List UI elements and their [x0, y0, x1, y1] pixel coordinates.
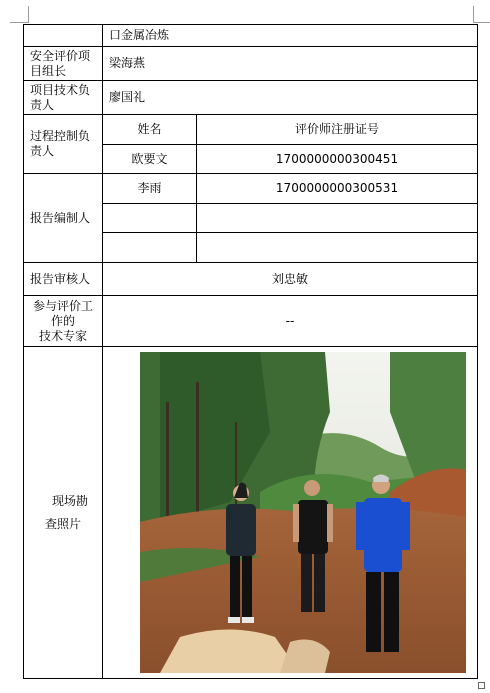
team-leader-value: 梁海燕	[103, 47, 478, 81]
table-row	[24, 115, 478, 145]
name-column-header: 姓名	[103, 115, 197, 145]
table-row	[24, 263, 478, 296]
tech-experts-value: --	[103, 296, 478, 347]
report-author-name	[103, 233, 197, 263]
site-photo-label: 现场勘 查照片	[24, 347, 103, 679]
crop-mark-top-left-h	[10, 22, 29, 23]
tech-lead-value: 廖国礼	[103, 81, 478, 115]
site-photo-cell	[103, 347, 478, 679]
process-control-label: 过程控制负责人	[24, 115, 103, 174]
report-author-cert	[197, 204, 478, 233]
process-control-cert: 1700000000300451	[197, 145, 478, 174]
table-row	[24, 174, 478, 204]
evaluation-personnel-table	[23, 24, 478, 679]
table-row	[24, 296, 478, 347]
table-row	[24, 47, 478, 81]
crop-mark-top-right-h	[473, 22, 490, 23]
reviewer-value: 刘忠敏	[103, 263, 478, 296]
reviewer-label: 报告审核人	[24, 263, 103, 296]
process-control-name: 欧要文	[103, 145, 197, 174]
industry-checkbox-metallurgy: 口金属冶炼	[103, 25, 478, 47]
crop-mark-top-left-v	[28, 6, 29, 23]
report-author-name: 李雨	[103, 174, 197, 204]
report-author-cert	[197, 233, 478, 263]
table-row	[24, 347, 478, 679]
cert-column-header: 评价师注册证号	[197, 115, 478, 145]
team-leader-label: 安全评价项目组长	[24, 47, 103, 81]
report-author-name	[103, 204, 197, 233]
report-author-cert: 1700000000300531	[197, 174, 478, 204]
table-row	[24, 81, 478, 115]
tech-experts-label: 参与评价工 作的 技术专家	[24, 296, 103, 347]
table-row	[24, 25, 478, 47]
site-inspection-photo	[140, 352, 466, 673]
tech-lead-label: 项目技术负责人	[24, 81, 103, 115]
crop-mark-top-right-v	[473, 6, 474, 23]
page-end-marker	[478, 682, 485, 689]
report-author-label: 报告编制人	[24, 174, 103, 263]
